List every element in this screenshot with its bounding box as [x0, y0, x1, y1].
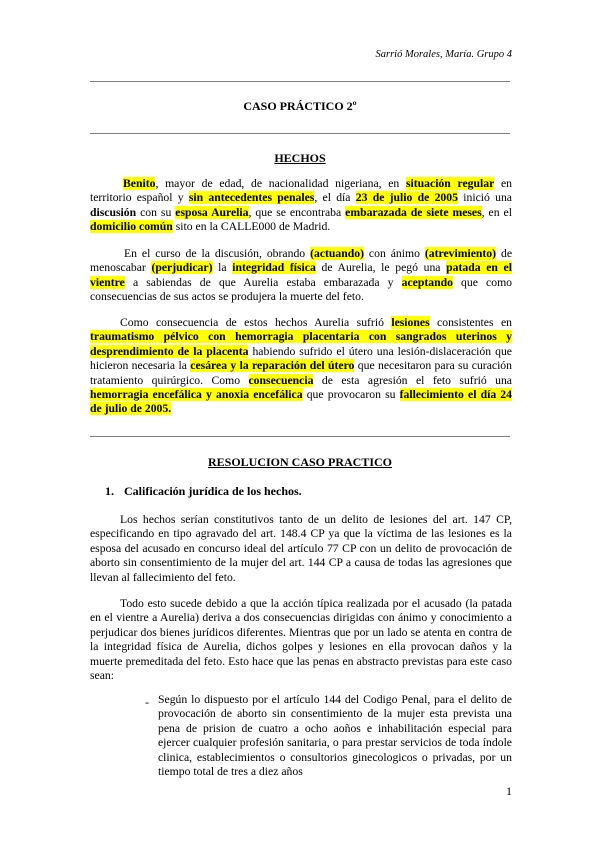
text-run: habiendo sufrido el útero una lesión-dislaceración que hicieron necesaria la: [90, 344, 512, 373]
text-run: de menoscabar: [90, 247, 513, 275]
highlighted-term: Benito: [123, 177, 156, 190]
highlighted-term: traumatismo pélvico con hemorragia placentaria con sangrados uterinos y desprendimiento de la placenta: [90, 330, 512, 358]
highlighted-term: patada en el vientre: [90, 261, 512, 289]
text-run: que necesitaron para su curación tratamiento quirúrgico. Como: [90, 359, 512, 387]
text-run: que provocaron su: [302, 388, 400, 402]
section-number: 1.: [105, 484, 114, 498]
case-title: CASO PRÁCTICO 2º: [243, 99, 357, 113]
hechos-paragraph-3: [90, 316, 512, 417]
text-run: que como consecuencias de sus actos se produjera la muerte del feto.: [90, 275, 512, 304]
divider: [90, 133, 510, 134]
hechos-heading: HECHOS: [274, 151, 326, 165]
highlighted-term: sin antecedentes penales: [188, 191, 315, 205]
highlighted-term: consecuencia: [248, 373, 314, 387]
text-run: a sabiendas de que Aurelia estaba embarazada y: [124, 275, 402, 289]
highlighted-term: esposa Aurelia: [175, 205, 249, 219]
page-header-author: Sarrió Morales, María. Grupo 4: [375, 49, 512, 60]
page-number: 1: [506, 784, 512, 798]
highlighted-term: cesárea y la reparación del útero: [190, 359, 355, 373]
resolucion-paragraph-2: Todo esto sucede debido a que la acción típica realizada por el acusado (la patada en el vientre a Aurelia) deriva a dos consecuencias dirigidas con ánimo y conocimiento a perjudicar dos bienes jurídicos diferentes. Mientras que por un lado se atenta en contra de la integridad física de Aurelia, dichos golpes y lesiones en ella provocan daños y la muerte premeditada del feto. Esto hace que las penas en abstracto previstas para este caso sean:: [90, 597, 512, 683]
text-run: , mayor de edad, de nacionalidad nigeriana, en: [155, 177, 406, 190]
bullet-item: Según lo dispuesto por el artículo 144 del Codigo Penal, para el delito de provocación de aborto sin consentimiento de la mujer esta prevista una pena de prision de cuatro a ocho aoños e inhabilitación especial para ejercer cualquier profesión sanitaria, o para prestar servicios de toda índole clinica, establecimientos o consultorios ginecologicos o privadas, por un tiempo total de tres a diez años: [158, 693, 512, 779]
highlighted-term: situación regular: [405, 177, 495, 190]
highlighted-term: aceptando: [401, 275, 453, 289]
text-run: la: [212, 261, 233, 275]
highlighted-term: domicilio común: [90, 220, 173, 234]
hechos-paragraph-1: [90, 177, 512, 235]
text-run: inició una: [457, 191, 512, 205]
text-run: En el curso de la discusión, obrando: [124, 247, 311, 260]
text-run: Como consecuencia de estos hechos Aurelia sufrió: [120, 316, 392, 329]
highlighted-term: hemorragia encefálica y anoxia encefálica: [90, 388, 303, 402]
text-run: con su: [136, 205, 176, 219]
section-title: Calificación jurídica de los hechos.: [124, 484, 302, 498]
highlighted-term: 23 de julio de 2005: [355, 191, 458, 205]
text-run: , el día: [314, 191, 356, 205]
divider: [90, 81, 510, 82]
text-run: de esta agresión el feto sufrió una: [313, 373, 512, 387]
bullet-marker: -: [145, 695, 149, 709]
highlighted-term: embarazada de siete meses: [345, 205, 482, 219]
text-run: consistentes en: [429, 316, 512, 329]
resolucion-heading: RESOLUCION CASO PRACTICO: [207, 455, 393, 469]
text-run: de Aurelia, le pegó una: [315, 261, 447, 275]
highlighted-term: fallecimiento el día 24 de julio de 2005.: [90, 388, 512, 416]
highlighted-term: (perjudicar): [151, 261, 213, 275]
text-run: , en el: [481, 205, 512, 219]
hechos-paragraph-2: [90, 247, 512, 305]
highlighted-term: (actuando): [310, 247, 364, 260]
text-run: con ánimo: [363, 247, 425, 260]
divider: [90, 436, 510, 437]
text-run: , que se encontraba: [248, 205, 346, 219]
highlighted-term: lesiones: [391, 316, 430, 329]
bold-term: discusión: [90, 205, 137, 219]
resolucion-paragraph-1: Los hechos serían constitutivos tanto de un delito de lesiones del art. 147 CP, especificando en tipo agravado del art. 148.4 CP ya que la víctima de las lesiones es la esposa del acusado en concurso ideal del artículo 77 CP con un delito de provocación de aborto sin consentimiento de la mujer del art. 144 CP a causa de todas las agresiones que llevan al fallecimiento del feto.: [90, 513, 512, 584]
highlighted-term: integridad física: [232, 261, 316, 275]
text-run: en territorio español y: [90, 177, 512, 205]
highlighted-term: (atrevimiento): [424, 247, 497, 260]
text-run: sito en la CALLE000 de Madrid.: [172, 220, 331, 234]
